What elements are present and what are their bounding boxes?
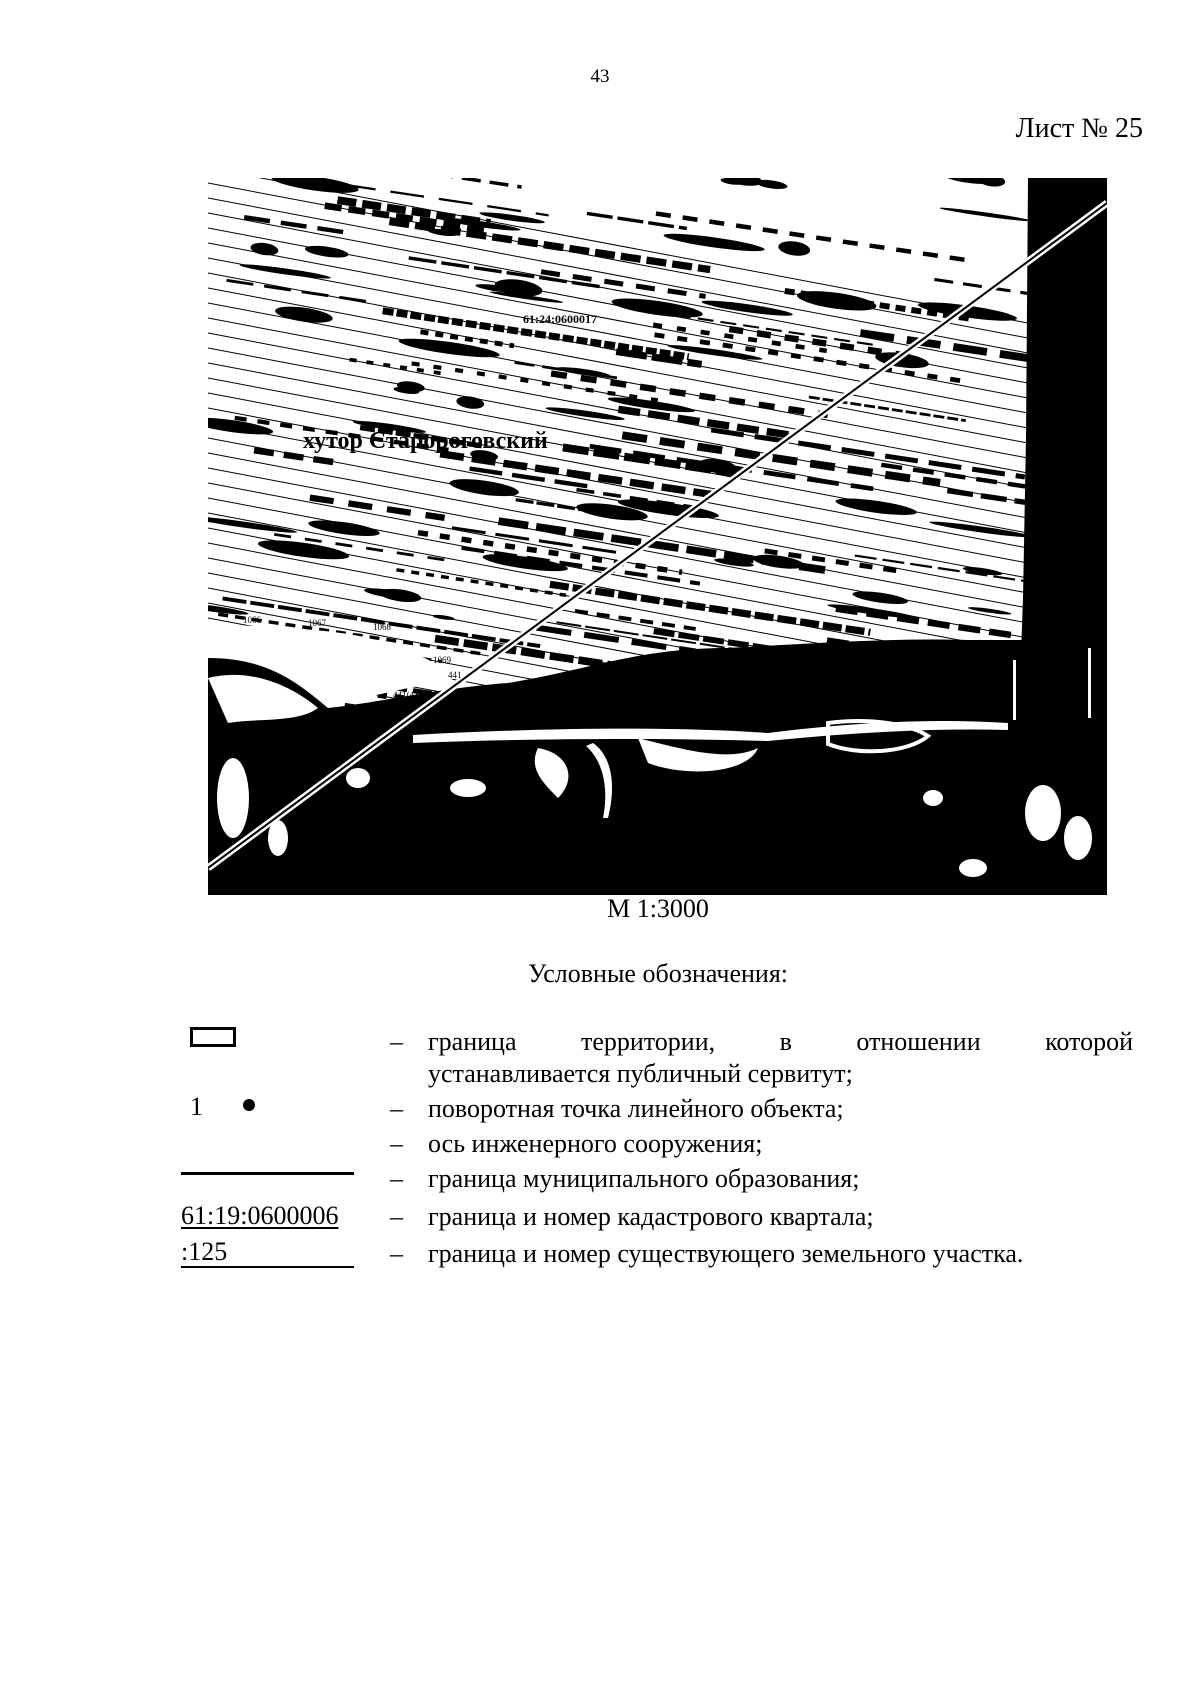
legend-text: ось инженерного сооружения; (428, 1129, 763, 1158)
legend-title: Условные обозначения: (527, 959, 789, 988)
scale-label: М 1:3000 (607, 894, 709, 923)
point-label: 1068 (373, 622, 391, 632)
turning-point-number: 1 (190, 1092, 203, 1121)
point-label: 1069 (433, 655, 451, 665)
legend-dash: – (390, 1129, 403, 1158)
point-label: 1067 (308, 618, 326, 628)
legend-text: граница и номер существующего земельного участка. (428, 1239, 1024, 1268)
municipal-boundary-symbol (181, 1172, 354, 1175)
point-label: 441(41) (393, 690, 422, 700)
legend-text-line: устанавливается публичный сервитут; (428, 1059, 853, 1088)
legend-text: граница и номер кадастрового квартала; (428, 1202, 874, 1231)
servitude-boundary-symbol (190, 1027, 236, 1047)
point-label: 1066 (243, 615, 261, 625)
legend-text: поворотная точка линейного объекта; (428, 1094, 844, 1123)
legend-dash: – (390, 1239, 403, 1268)
legend-dash: – (390, 1202, 403, 1231)
sheet-label: Лист № 25 (1015, 113, 1143, 144)
cadastral-quarter-symbol: 61:19:0600006 (181, 1201, 339, 1230)
point-label: 441 (448, 670, 462, 680)
map-image (208, 178, 1107, 895)
quarter-label: 61:24:0600017 (523, 312, 597, 326)
land-parcel-symbol: :125 (181, 1238, 354, 1268)
legend-text-line: граница территории, в отношении которой (428, 1027, 1133, 1056)
page-number: 43 (590, 66, 610, 87)
legend-text (428, 1026, 1133, 1090)
turning-point-dot (243, 1099, 255, 1111)
settlement-label: хутор Старороговский (303, 428, 548, 454)
legend-dash: – (390, 1094, 403, 1123)
cadastral-map (208, 178, 1107, 895)
legend-dash: – (390, 1164, 403, 1193)
legend-dash: – (390, 1027, 403, 1056)
legend-text: граница муниципального образования; (428, 1164, 860, 1193)
